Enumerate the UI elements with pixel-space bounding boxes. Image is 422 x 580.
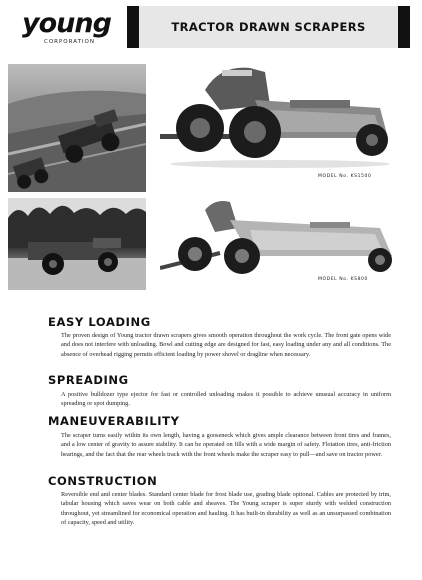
ks1500-scraper-illustration (160, 60, 410, 170)
section-title-maneuverability: MANEUVERABILITY (48, 414, 180, 428)
ks800-scraper-illustration (160, 198, 410, 280)
scraper-field-illustration (8, 198, 146, 290)
section-body-spreading: A positive bulldozer type ejector for fast or controlled unloading makes it possible to achieve unusual accuracy in uniform spreading or spot dumping. (61, 391, 391, 408)
section-body-maneuverability: The scraper turns easily within its own length, having a gooseneck which gives ample clearance between front tires and frames, and a low center of gravity to assure stability. It can be operated on fills with a wide margin of safety. Flotation tires, anti-friction bearings, and the fact that the rear wheels track with the front wheels make the scraper easy to pull—and save on tractor power. (61, 432, 391, 458)
model-ks1500-caption: MODEL No. KS1500 (318, 174, 372, 179)
model-ks800-caption: MODEL No. KS800 (318, 277, 368, 282)
scraper-hill-illustration (8, 64, 146, 192)
scraper-field-photo (8, 198, 146, 290)
section-title-easy-loading: EASY LOADING (48, 315, 151, 329)
page-title: TRACTOR DRAWN SCRAPERS (171, 20, 366, 34)
scraper-hill-photo (8, 64, 146, 192)
title-banner (127, 6, 410, 48)
young-logo: young (22, 8, 111, 39)
model-ks1500-photo (160, 60, 410, 170)
logo-subtitle: CORPORATION (44, 39, 95, 45)
section-title-spreading: SPREADING (48, 373, 129, 387)
section-title-construction: CONSTRUCTION (48, 474, 158, 488)
section-body-easy-loading: The proven design of Young tractor drawn scrapers gives smooth operation throughout the work cycle. The front gate opens wide and does not interfere with unloading. Bowl and cutting edge are designed for fast, easy loading under any and all conditions. The absence of overhead rigging permits efficient loading by power shovel or dragline when necessary. (61, 332, 391, 358)
model-ks800-photo (160, 198, 410, 280)
section-body-construction: Reversible end and center blades. Standard center blade for frost blade use, grading blade optional. Cables are protected by trim, tabular housing which saves wear on both cable and sheaves. The Young scraper is super sturdy with welded construction throughout, yet streamlined for economical operation and hauling. It has built-in durability as well as an unsurpassed combination of capacity, speed and utility. (61, 491, 391, 527)
